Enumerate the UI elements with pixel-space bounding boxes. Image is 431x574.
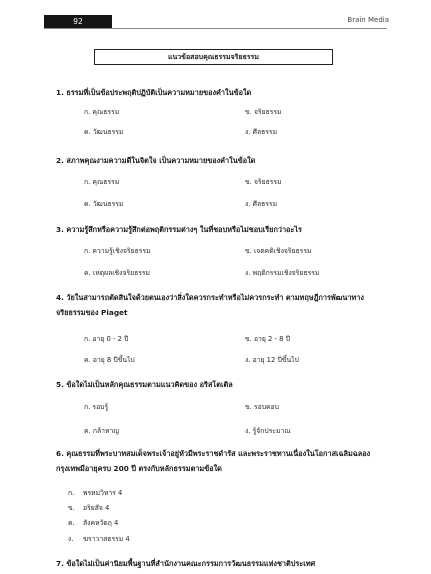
brand-name: Brain Media (347, 16, 389, 24)
q5-option-d[interactable]: ง. รู้จักประมาณ (245, 427, 291, 435)
q3-option-a[interactable]: ก. ความรู้เชิงจริยธรรม (84, 247, 151, 255)
q6-option-c[interactable] (68, 518, 118, 528)
q6-option-a-text: พรหมวิหาร 4 (83, 489, 123, 497)
q3-option-b[interactable]: ข. เจตคติเชิงจริยธรรม (245, 247, 312, 255)
q1-option-b[interactable]: ข. จริยธรรม (245, 108, 282, 116)
q6-option-b-text: อริยสัจ 4 (83, 504, 110, 512)
header-divider (44, 28, 387, 29)
question-4-line-1: 4. วัยในสามารถตัดสินใจด้วยตนเองว่าสิ่งใดควรกระทำหรือไม่ควรกระทำ ตามทฤษฎีการพัฒนาทาง (56, 293, 364, 302)
question-4-line-2: จริยธรรมของ Piaget (56, 308, 128, 317)
q5-option-b[interactable]: ข. รอบคอบ (245, 403, 279, 411)
q4-option-c[interactable]: ค. อายุ 8 ปีขึ้นไป (84, 356, 135, 364)
question-5: 5. ข้อใดไม่เป็นหลักคุณธรรมตามแนวคิดของ อริสโตเติล (56, 380, 233, 389)
q6-option-d-letter: ง. (68, 535, 74, 543)
question-1: 1. ธรรมที่เป็นข้อประพฤติปฏิบัติเป็นความหมายของคำในข้อใด (56, 88, 252, 97)
q2-option-d[interactable]: ง. ศีลธรรม (245, 200, 278, 208)
section-title: แนวข้อสอบคุณธรรมจริยธรรม (94, 49, 333, 65)
q3-option-c[interactable]: ค. เหตุผลเชิงจริยธรรม (84, 269, 151, 277)
q5-option-c[interactable]: ค. กล้าหาญ (84, 427, 120, 435)
q2-option-b[interactable]: ข. จริยธรรม (245, 178, 282, 186)
q6-option-d-text: ฆราวาสธรรม 4 (83, 535, 130, 543)
q4-option-b[interactable]: ข. อายุ 2 - 8 ปี (245, 335, 290, 343)
question-4 (56, 290, 386, 320)
q1-option-d[interactable]: ง. ศีลธรรม (245, 128, 278, 136)
q6-option-b[interactable] (68, 503, 109, 513)
q6-option-b-letter: ข. (68, 504, 75, 512)
q4-option-a[interactable]: ก. อายุ 0 - 2 ปี (84, 335, 129, 343)
q6-option-c-text: สังคหวัตถุ 4 (83, 519, 119, 527)
q6-option-c-letter: ค. (68, 519, 75, 527)
q4-option-d[interactable]: ง. อายุ 12 ปีขึ้นไป (245, 356, 299, 364)
q2-option-a[interactable]: ก. คุณธรรม (84, 178, 120, 186)
question-2: 2. สภาพคุณงามความดีในจิตใจ เป็นความหมายของคำในข้อใด (56, 156, 256, 165)
q6-option-d[interactable] (68, 534, 130, 544)
question-6-line-1: 6. คุณธรรมที่พระบาทสมเด็จพระเจ้าอยู่หัวมีพระราชดำรัส และพระราชทานเนื่องในโอกาสเฉลิมฉลอง (56, 449, 371, 458)
question-6-line-2: กรุงเทพมีอายุครบ 200 ปี ตรงกับหลักธรรมตามข้อใด (56, 464, 222, 473)
q6-option-a[interactable] (68, 488, 122, 498)
question-6 (56, 446, 386, 476)
question-3: 3. ความรู้สึกหรือความรู้สึกต่อพฤติกรรมต่างๆ ในที่ชอบหรือไม่ชอบเรียกว่าอะไร (56, 225, 302, 234)
q2-option-c[interactable]: ค. วัฒนธรรม (84, 200, 124, 208)
q3-option-d[interactable]: ง. พฤติกรรมเชิงจริยธรรม (245, 269, 320, 277)
q1-option-c[interactable]: ค. วัฒนธรรม (84, 128, 124, 136)
q6-option-a-letter: ก. (68, 489, 75, 497)
q5-option-a[interactable]: ก. รอบรู้ (84, 403, 109, 411)
page-number: 92 (44, 15, 112, 28)
question-7: 7. ข้อใดไม่เป็นค่านิยมพื้นฐานที่สำนักงานคณะกรรมการวัฒนธรรมแห่งชาติประเทศ (56, 559, 316, 568)
q1-option-a[interactable]: ก. คุณธรรม (84, 108, 120, 116)
